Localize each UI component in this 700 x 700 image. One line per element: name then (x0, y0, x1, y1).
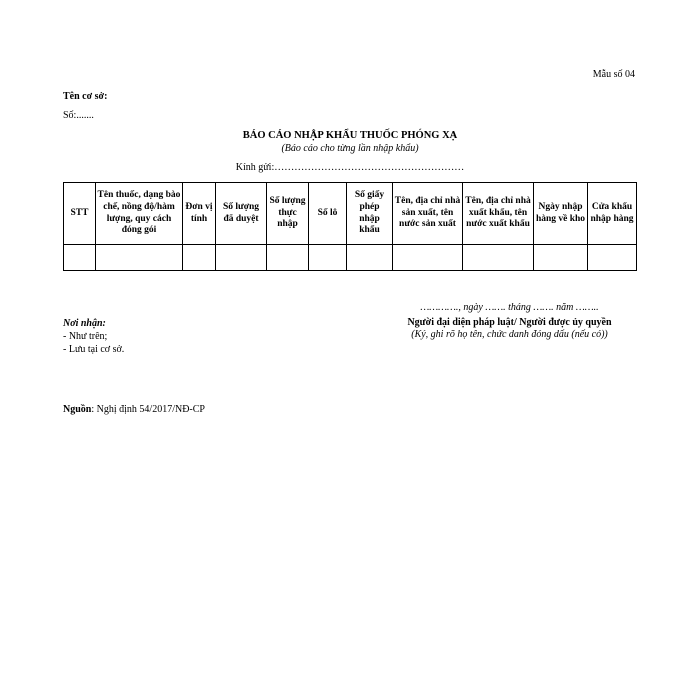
table-cell (309, 245, 347, 271)
column-header-border-gate: Cửa khẩu nhập hàng (588, 183, 637, 245)
document-number-label: Số:....... (63, 110, 94, 121)
report-subtitle: (Báo cáo cho từng lần nhập khẩu) (281, 143, 419, 154)
column-header-stt: STT (64, 183, 96, 245)
table-row (64, 245, 637, 271)
source-line (63, 404, 205, 417)
column-header-approved-quantity: Số lượng đã duyệt (216, 183, 267, 245)
table-cell (267, 245, 309, 271)
column-header-lot-number: Số lô (309, 183, 347, 245)
source-text: : Nghị định 54/2017/NĐ-CP (91, 404, 205, 415)
form-number: Mẫu số 04 (592, 69, 635, 80)
table-cell (216, 245, 267, 271)
recipients-label: Nơi nhận: (63, 318, 106, 329)
signature-representative: Người đại diện pháp luật/ Người được ủy quyền (407, 317, 612, 328)
report-table (63, 182, 637, 271)
signature-note: (Ký, ghi rõ họ tên, chức danh đóng dấu (nếu có)) (411, 329, 608, 340)
column-header-unit: Đơn vị tính (183, 183, 216, 245)
table-header-row (64, 183, 637, 245)
table-cell (183, 245, 216, 271)
table-cell (588, 245, 637, 271)
recipients-item: - Như trên; (63, 331, 108, 342)
column-header-manufacturer: Tên, địa chỉ nhà sản xuất, tên nước sản xuất (393, 183, 463, 245)
table-cell (463, 245, 534, 271)
column-header-exporter: Tên, địa chỉ nhà xuất khẩu, tên nước xuất khẩu (463, 183, 534, 245)
table-cell (96, 245, 183, 271)
column-header-warehouse-date: Ngày nhập hàng về kho (534, 183, 588, 245)
table-cell (64, 245, 96, 271)
signature-date-line: …………., ngày ……. tháng ……. năm …….. (420, 302, 599, 313)
column-header-import-license: Số giấy phép nhập khẩu (347, 183, 393, 245)
facility-name-label: Tên cơ sở: (63, 91, 108, 102)
column-header-drug-name: Tên thuốc, dạng bào chế, nồng độ/hàm lượng, quy cách đóng gói (96, 183, 183, 245)
report-title: BÁO CÁO NHẬP KHẨU THUỐC PHÓNG XẠ (242, 130, 458, 141)
table-cell (347, 245, 393, 271)
recipients-item: - Lưu tại cơ sở. (63, 344, 125, 355)
source-label: Nguồn (63, 404, 92, 415)
table-cell (534, 245, 588, 271)
column-header-actual-quantity: Số lượng thực nhập (267, 183, 309, 245)
recipient-line: Kính gửi:………………………………………………… (235, 162, 465, 173)
table-cell (393, 245, 463, 271)
